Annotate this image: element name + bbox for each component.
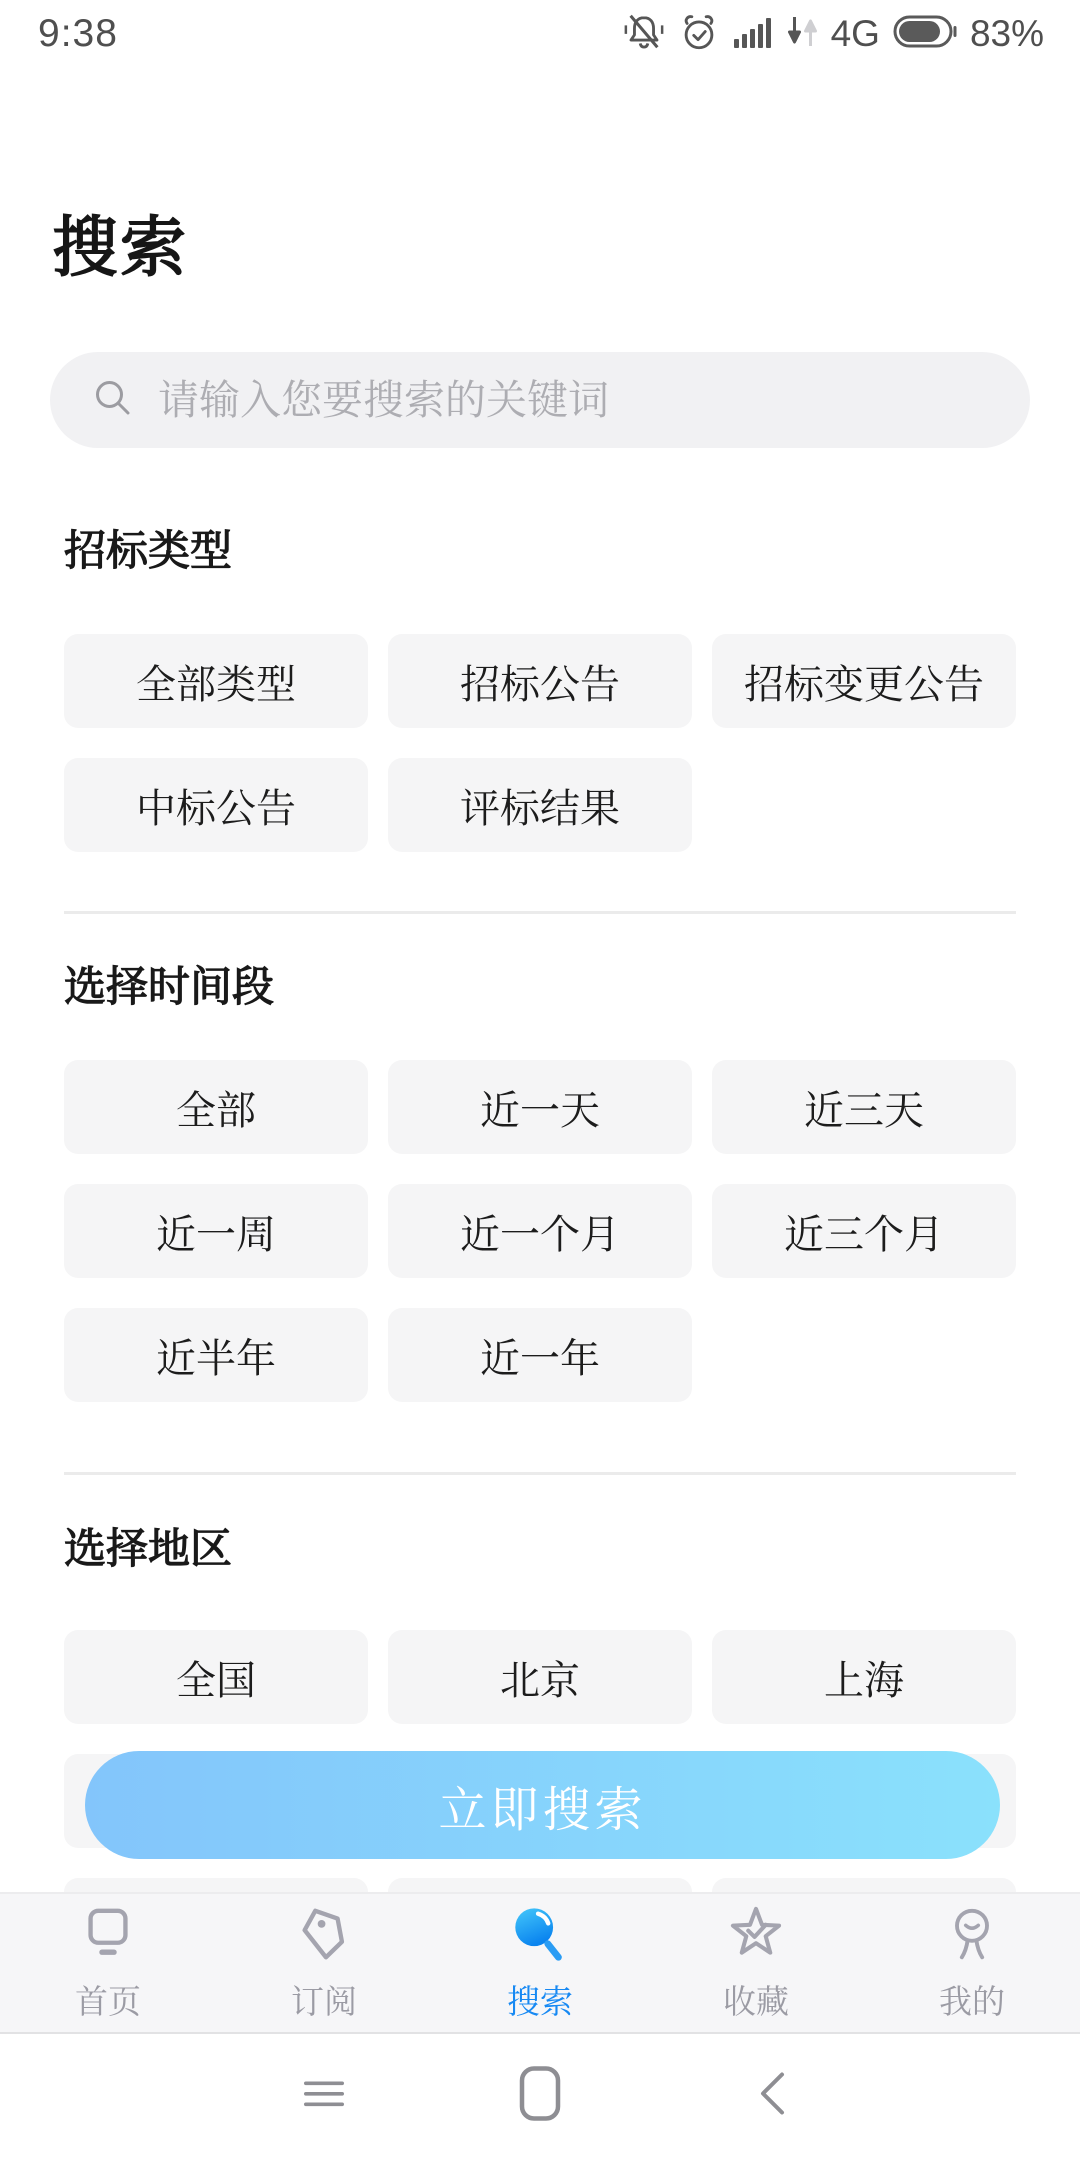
section-title-bid-type: 招标类型 [64,527,233,574]
tab-label: 搜索 [507,1983,573,2020]
region-option[interactable]: 北京 [388,1630,692,1724]
status-icons [623,11,1044,58]
tab-label: 我的 [939,1983,1005,2020]
search-icon [92,377,134,424]
time-range-option[interactable]: 近三天 [712,1060,1016,1154]
person-icon [941,1904,1003,1971]
time-range-row-2 [64,1184,1016,1278]
time-range-row-3 [64,1308,692,1402]
tab-label: 订阅 [291,1983,357,2020]
region-option[interactable]: 上海 [712,1630,1016,1724]
network-type-label: 4G [830,13,880,54]
data-arrows-icon [788,13,818,56]
alarm-clock-icon [678,11,720,58]
section-title-region: 选择地区 [64,1525,233,1572]
battery-icon [893,15,957,54]
page-title: 搜索 [52,210,188,284]
home-icon[interactable] [518,2066,562,2127]
time-range-option[interactable]: 近一周 [64,1184,368,1278]
region-option[interactable]: 全国 [64,1630,368,1724]
search-box[interactable] [50,352,1030,448]
back-icon[interactable] [756,2070,788,2123]
search-input[interactable] [156,376,1010,425]
time-range-option[interactable]: 近一个月 [388,1184,692,1278]
battery-percent-label: 83% [969,13,1044,54]
section-divider [64,1472,1016,1475]
time-range-option[interactable]: 近一天 [388,1060,692,1154]
menu-icon[interactable] [301,2071,347,2122]
tab-label: 收藏 [723,1983,789,2020]
time-range-option[interactable]: 近三个月 [712,1184,1016,1278]
mute-bell-icon [623,11,665,58]
search-magnifier-icon [509,1904,571,1971]
tab-favorites[interactable] [648,1894,864,2032]
tab-profile[interactable] [864,1894,1080,2032]
home-monitor-icon [77,1904,139,1971]
tag-icon [293,1904,355,1971]
bid-type-option[interactable]: 中标公告 [64,758,368,852]
section-title-time-range: 选择时间段 [64,963,275,1010]
section-divider [64,911,1016,914]
bid-type-row-1 [64,634,1016,728]
time-range-option[interactable]: 全部 [64,1060,368,1154]
status-bar [0,0,1080,62]
bid-type-option[interactable]: 评标结果 [388,758,692,852]
bid-type-option[interactable]: 招标公告 [388,634,692,728]
search-now-button[interactable]: 立即搜索 [85,1751,1000,1859]
star-check-icon [725,1904,787,1971]
tab-home[interactable] [0,1894,216,2032]
region-row-1 [64,1630,1016,1724]
tab-search[interactable] [432,1894,648,2032]
tab-label: 首页 [75,1983,141,2020]
time-range-option[interactable]: 近半年 [64,1308,368,1402]
time-range-row-1 [64,1060,1016,1154]
android-nav-bar [0,2032,1080,2160]
bid-type-option[interactable]: 招标变更公告 [712,634,1016,728]
tab-bar [0,1892,1080,2034]
signal-bars-icon [733,15,775,54]
status-time: 9:38 [38,12,118,55]
time-range-option[interactable]: 近一年 [388,1308,692,1402]
tab-subscribe[interactable] [216,1894,432,2032]
bid-type-row-2 [64,758,692,852]
bid-type-option[interactable]: 全部类型 [64,634,368,728]
